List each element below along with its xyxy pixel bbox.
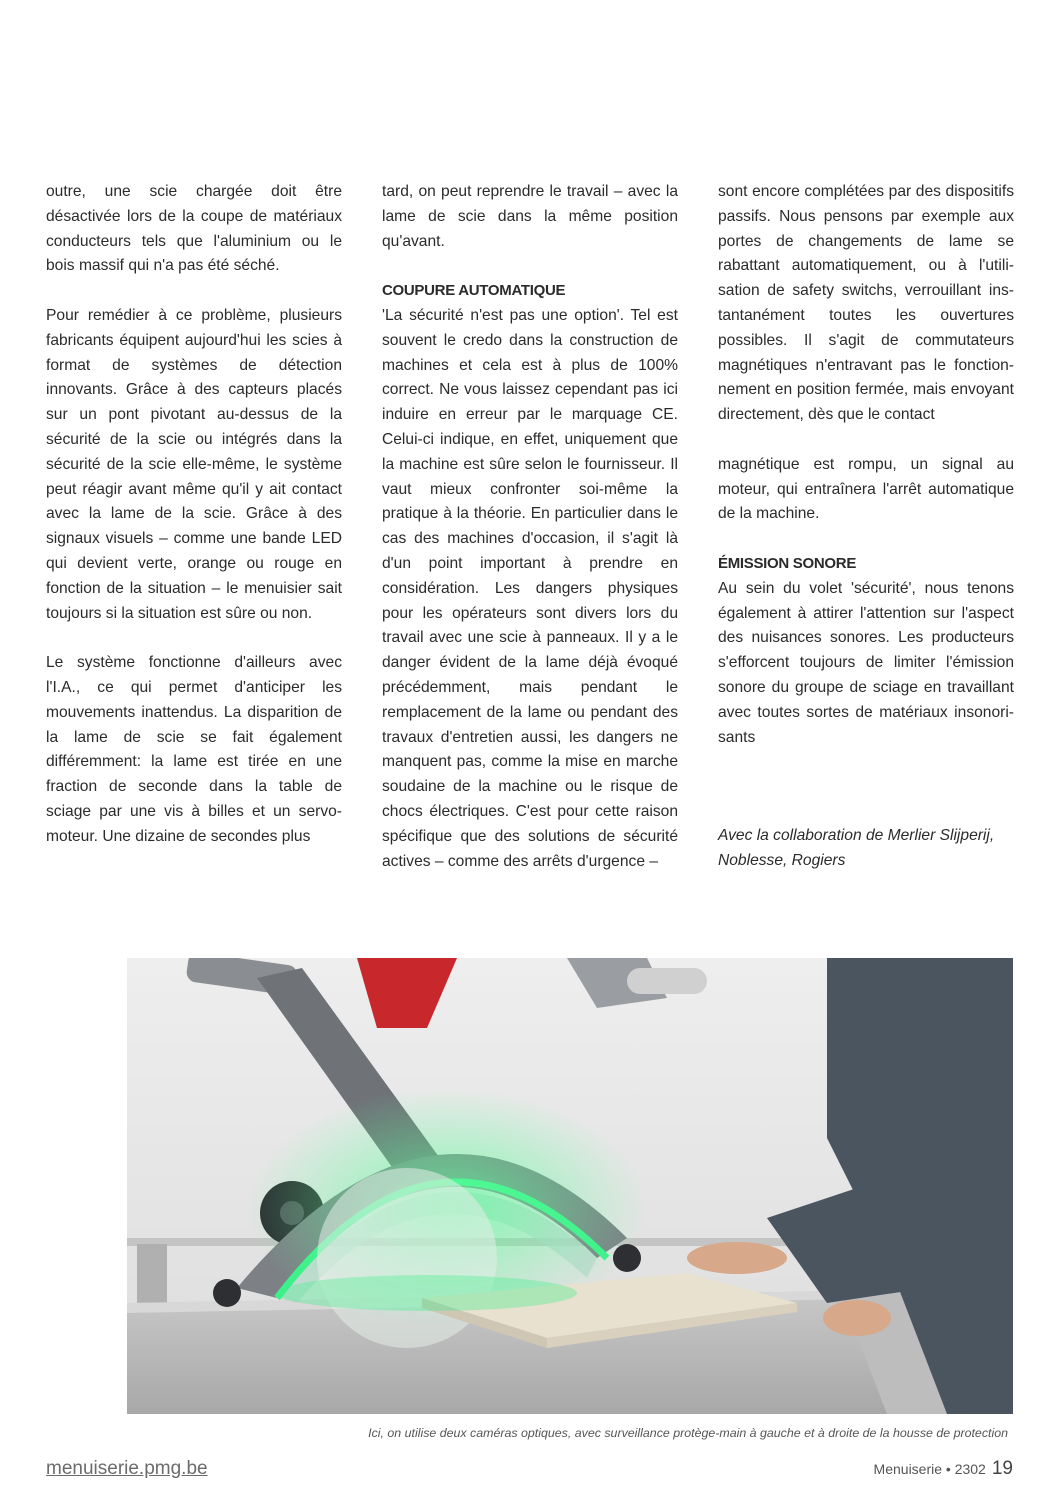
paragraph: Au sein du volet 'sécurité', nous tenons également à attirer l'attention sur l'aspect des nuisances sonores. Les producteurs s'efforcent toujours de limiter l'émission sonore du groupe de sciage en travaillant avec toutes sortes de matériaux insonorisants [718,579,1014,746]
paragraph: Pour remédier à ce problème, plusieurs fabricants équipent aujourd'hui les scies à format de systèmes de détection innovants. Grâce à des capteurs placés sur un pont pivotant au-dessus de la sécurité de la scie ou intégrés dans la sécurité de la scie elle-même, le système peut réagir avant même qu'il y ait contact avec la lame de la scie. Grâce à des signaux visuels – comme une bande LED qui devient verte, orange ou rouge en fonction de la situation – le menuisier sait toujours si la situation est sûre ou non. [46,306,342,622]
paragraph: tard, on peut reprendre le travail – avec la lame de scie dans la même position qu'avant. [382,183,678,250]
article-column-2 [382,180,678,899]
website-link[interactable]: menuiserie.pmg.be [46,1458,208,1479]
issue-label: Menuiserie • 2302 [873,1461,986,1477]
paragraph: magnétique est rompu, un signal au moteur, qui entraînera l'arrêt automatique de la machine. [718,455,1014,523]
collaboration-credit: Avec la collaboration de Merlier Slijperij, Noblesse, Rogiers [718,827,995,870]
panel-saw-photo [127,958,1013,1414]
section-heading: COUPURE AUTOMATIQUE [382,282,566,300]
paragraph: Le système fonctionne d'ailleurs avec l'I.A., ce qui permet d'anticiper les mouvements inattendus. La disparition de la lame de scie se fait également différemment: la lame est tirée en une fraction de seconde dans la table de sciage par une vis à billes et un servomoteur. Une dizaine de secondes plus [46,654,342,845]
page-footer [874,1458,1013,1480]
section-heading: ÉMISSION SONORE [718,554,857,572]
article-column-1 [46,180,342,874]
paragraph: sont encore complétées par des dispositifs passifs. Nous pensons par exemple aux portes de changements de lame se rabattant automatiquement, ou à l'utilisation de safety switchs, verrouillant instantanément toutes les ouvertures possibles. Il s'agit de commutateurs magnétiques n'entravant pas le fonctionnement en position fermée, mais envoyant directement, dès que le contact [718,183,1014,424]
article-column-3 [718,180,1014,899]
page-number: 19 [991,1458,1013,1479]
photo-caption: Ici, on utilise deux caméras optiques, avec surveillance protège-main à gauche et à droite de la housse de protection [368,1426,1008,1440]
paragraph: 'La sécurité n'est pas une option'. Tel est souvent le credo dans la construction de machines et cela est à plus de 100% correct. Ne vous laissez cependant pas ici induire en erreur par le marquage CE. Celui-ci indique, en effet, uniquement que la machine est sûre selon le fournisseur. Il vaut mieux confronter soi-même la pratique à la théorie. En particulier dans le cas des machines d'occasion, il s'agit là d'un point important à prendre en considération. Les dangers physiques pour les opérateurs sont divers lors du travail avec une scie à panneaux. Il y a le danger évident de la lame déjà évoqué précédemment, mais pendant le remplacement de la lame ou pendant des travaux d'entretien aussi, les dangers ne manquent pas, comme la mise en marche soudaine de la machine ou le risque de chocs électriques. C'est pour cette raison spécifique que des solutions de sécurité actives – comme des arrêts d'urgence – [382,306,678,870]
paragraph: outre, une scie chargée doit être désactivée lors de la coupe de matériaux conducteurs tels que l'aluminium ou le bois massif qui n'a pas été séché. [46,183,342,275]
